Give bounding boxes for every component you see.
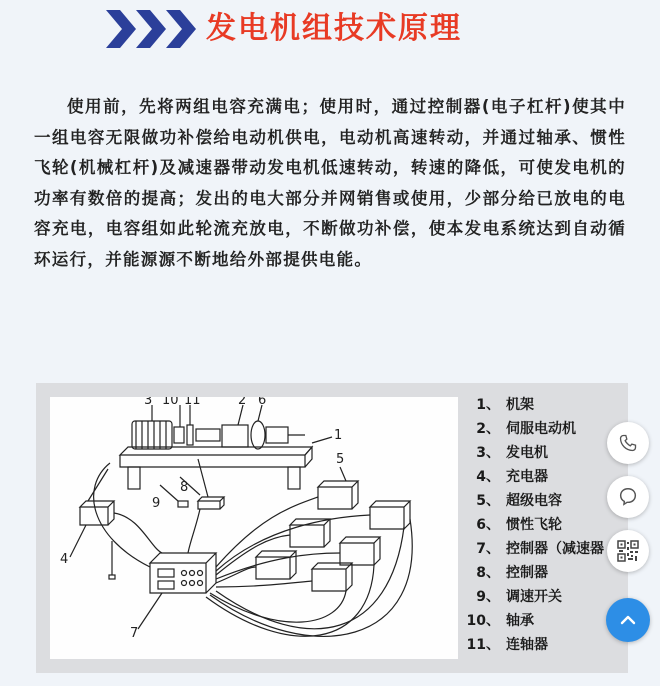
- servo-motor-shape: [222, 425, 248, 447]
- flywheel-shape: [251, 421, 265, 449]
- speed-switch-shape: [178, 501, 188, 507]
- legend-number: 9、: [476, 589, 500, 605]
- generator-diagram: [50, 397, 458, 659]
- diagram-label: 5: [336, 452, 345, 467]
- principle-figure: [36, 383, 628, 673]
- legend-number: 3、: [476, 445, 500, 461]
- legend-item: [466, 609, 626, 633]
- legend-label: 连轴器: [506, 637, 548, 653]
- legend-label: 超级电容: [506, 493, 562, 509]
- diagram-label: 2: [238, 397, 247, 408]
- legend-item: [466, 489, 626, 513]
- legend-label: 惯性飞轮: [506, 517, 562, 533]
- controller-8-shape: [198, 497, 224, 509]
- legend-item: [466, 513, 626, 537]
- legend-number: 7、: [476, 541, 500, 557]
- charger-shape: [80, 501, 114, 525]
- legend-number: 8、: [476, 565, 500, 581]
- phone-icon: [618, 433, 638, 453]
- legend-number: 1、: [476, 397, 500, 413]
- diagram-drawing: [50, 397, 458, 659]
- legend-label: 机架: [506, 397, 534, 413]
- legend-label: 调速开关: [506, 589, 562, 605]
- diagram-label: 9: [152, 496, 161, 511]
- triple-chevron-right-icon: [106, 6, 198, 52]
- chat-bubble-icon: [617, 486, 639, 508]
- legend-number: 5、: [476, 493, 500, 509]
- legend-item: [466, 561, 626, 585]
- supercapacitor-shape: [318, 481, 358, 509]
- legend-number: 11、: [466, 637, 500, 653]
- legend-number: 6、: [476, 517, 500, 533]
- diagram-label: 4: [60, 552, 69, 567]
- legend-label: 发电机: [506, 445, 548, 461]
- page-title: 发电机组技术原理: [206, 11, 462, 46]
- controller-7-shape: [150, 553, 216, 593]
- back-to-top-button[interactable]: [606, 598, 650, 642]
- diagram-label: 1: [334, 428, 343, 443]
- header: [0, 0, 660, 60]
- legend-number: 4、: [476, 469, 500, 485]
- diagram-label: 11: [184, 397, 201, 408]
- legend-label: 控制器: [506, 565, 548, 581]
- parts-legend: [466, 393, 626, 657]
- chevron-up-icon: [618, 610, 638, 630]
- frame-shape: [120, 447, 312, 455]
- legend-label: 轴承: [506, 613, 534, 629]
- diagram-label: 7: [130, 626, 139, 641]
- diagram-label: 10: [162, 397, 179, 408]
- legend-label: 控制器（减速器: [506, 541, 604, 557]
- qr-code-button[interactable]: [607, 530, 649, 572]
- legend-item: [466, 537, 626, 561]
- legend-label: 伺服电动机: [506, 421, 576, 437]
- phone-button[interactable]: [607, 422, 649, 464]
- diagram-label: 8: [180, 480, 189, 495]
- description-paragraph: 使用前，先将两组电容充满电；使用时，通过控制器(电子杠杆)使其中一组电容无限做功补偿给电动机供电，电动机高速转动，并通过轴承、惯性飞轮(机械杠杆)及减速器带动发电机低速转动，转速的降低，可使发电机的功率有数倍的提高；发出的电大部分并网销售或使用，少部分给已放电的电容充电，电容组如此轮流充放电，不断做功补偿，使本发电系统达到自动循环运行，并能源源不断地给外部提供电能。: [34, 97, 626, 269]
- legend-number: 10、: [466, 613, 500, 629]
- legend-item: [466, 585, 626, 609]
- diagram-label: 6: [258, 397, 267, 408]
- legend-number: 2、: [476, 421, 500, 437]
- diagram-label: 3: [144, 397, 153, 408]
- legend-label: 充电器: [506, 469, 548, 485]
- legend-item: [466, 393, 626, 417]
- legend-item: [466, 417, 626, 441]
- legend-item: [466, 441, 626, 465]
- legend-item: [466, 633, 626, 657]
- chat-button[interactable]: [607, 476, 649, 518]
- qr-code-icon: [617, 540, 639, 562]
- legend-item: [466, 465, 626, 489]
